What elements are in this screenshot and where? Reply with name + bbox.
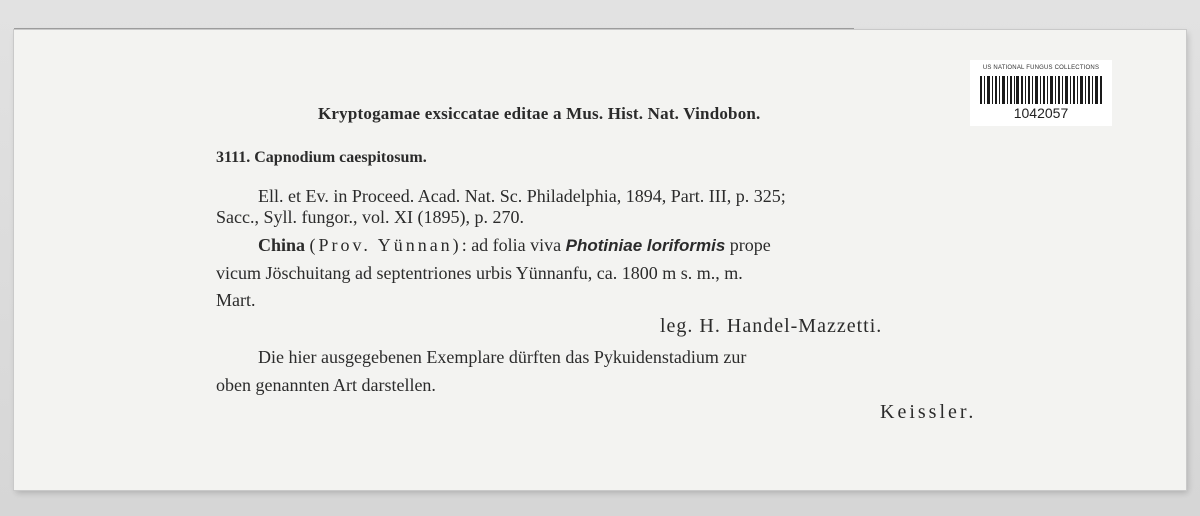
locality-suffix: prope [729,235,771,255]
locality-prefix: : ad folia viva [461,235,562,255]
barcode-icon [980,76,1102,104]
locality-line-3: Mart. [216,290,256,310]
determiner: Keissler. [880,401,977,423]
species-name: 3111. Capnodium caespitosum. [216,149,427,166]
barcode-caption: US NATIONAL FUNGUS COLLECTIONS [982,65,1100,71]
locality-province: (Prov. Yünnan) [309,235,462,255]
barcode-number: 1042057 [1013,105,1069,121]
locality-line-1 [258,235,771,256]
citation-line-1: Ell. et Ev. in Proceed. Acad. Nat. Sc. Philadelphia, 1894, Part. III, p. 325; [258,186,786,206]
host-plant: Photiniae loriformis [565,236,726,255]
note-line-2: oben genannten Art darstellen. [216,375,436,395]
barcode-sticker [970,60,1112,126]
label-header: Kryptogamae exsiccatae editae a Mus. Hist. Nat. Vindobon. [318,104,761,123]
citation-line-2: Sacc., Syll. fungor., vol. XI (1895), p. 270. [216,207,524,227]
locality-line-2: vicum Jöschuitang ad septentriones urbis Yünnanfu, ca. 1800 m s. m., m. [216,263,743,283]
note-line-1: Die hier ausgegebenen Exemplare dürften das Pykuidenstadium zur [258,347,747,367]
locality-country: China [258,235,306,255]
collector: leg. H. Handel-Mazzetti. [660,315,883,337]
